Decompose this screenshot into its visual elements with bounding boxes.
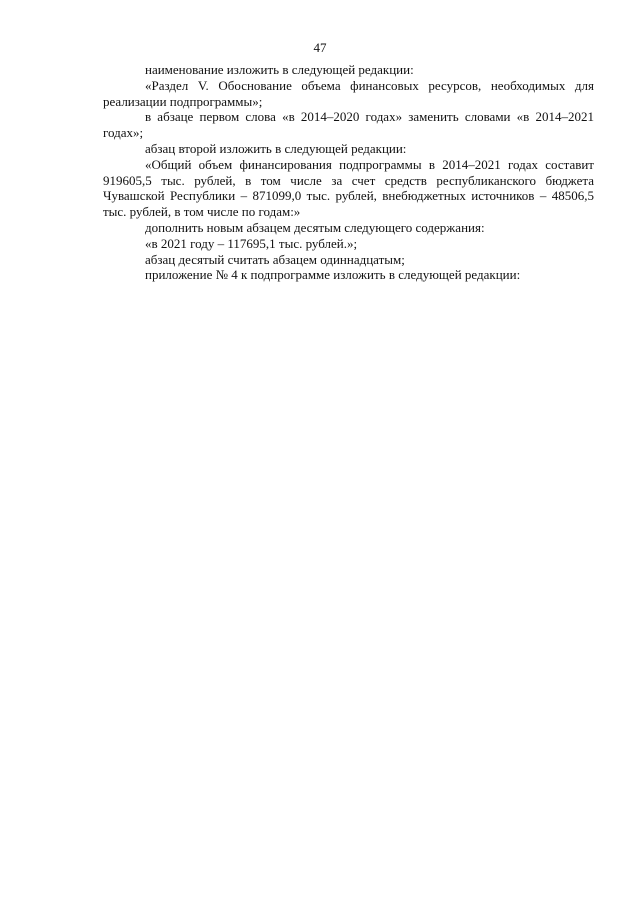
paragraph: дополнить новым абзацем десятым следующего содержания:	[145, 219, 485, 235]
paragraph: приложение № 4 к подпрограмме изложить в следующей редакции:	[145, 267, 521, 283]
paragraph: абзац десятый считать абзацем одиннадцатым;	[145, 251, 405, 267]
page-number: 47	[313, 40, 327, 55]
paragraph: «Общий объем финансирования подпрограммы в 2014–2021 годах составит 919605,5 тыс. рублей, в том числе за счет средств республиканского бюджета Чувашской Республики – 871099,0 тыс. рублей, внебюджетных источников – 48506,5 тыс. рублей, в том числе по годам:»	[103, 156, 594, 220]
paragraph: «в 2021 году – 117695,1 тыс. рублей.»;	[145, 235, 358, 251]
paragraph: «Раздел V. Обоснование объема финансовых ресурсов, необходимых для реализации подпрограммы»;	[103, 77, 594, 109]
paragraph: в абзаце первом слова «в 2014–2020 годах» заменить словами «в 2014–2021 годах»;	[103, 109, 594, 141]
document-body	[103, 62, 594, 283]
paragraph: абзац второй изложить в следующей редакции:	[145, 140, 407, 156]
paragraph: наименование изложить в следующей редакции:	[145, 62, 414, 77]
